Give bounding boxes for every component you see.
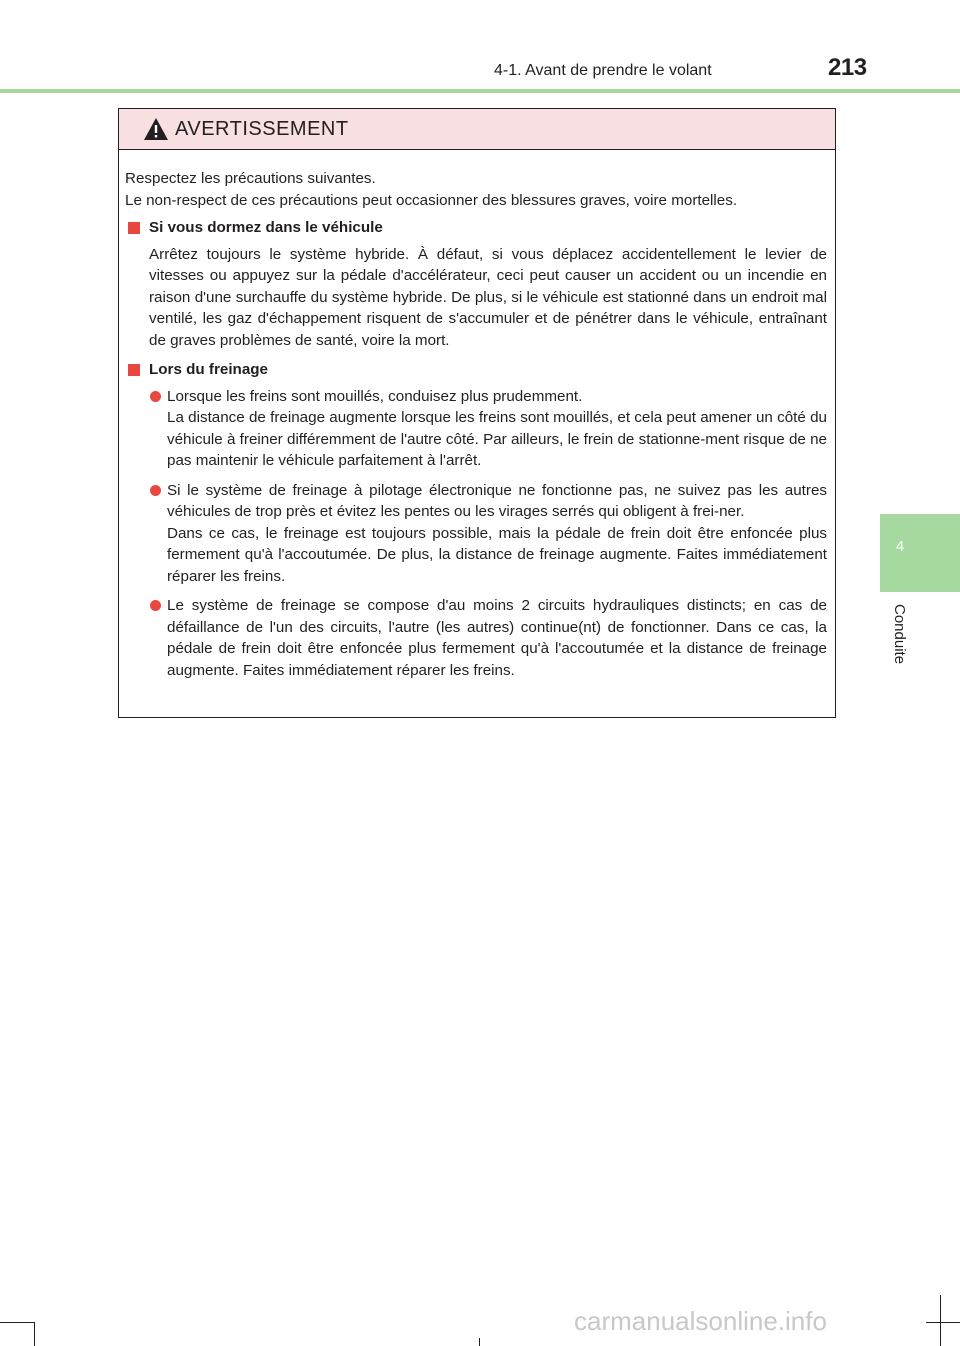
crop-mark — [0, 1322, 34, 1323]
crop-mark — [940, 1295, 941, 1346]
list-item — [125, 386, 827, 472]
header-rule — [0, 89, 960, 93]
crop-mark — [479, 1338, 480, 1346]
list-item-text: La distance de freinage augmente lorsque les freins sont mouillés, et cela peut amener un côté du véhicule à freiner différemment de l'autre côté. Par ailleurs, le frein de stationne-ment risque de ne pas maintenir le véhicule parfaitement à l'arrêt. — [167, 409, 827, 469]
watermark: carmanualsonline.info — [574, 1306, 827, 1336]
section-heading-text: Lors du freinage — [149, 361, 268, 378]
chapter-number: 4 — [895, 538, 905, 555]
section-heading — [125, 359, 827, 381]
warning-body — [119, 150, 835, 681]
section-heading-text: Si vous dormez dans le véhicule — [149, 219, 383, 236]
list-item-text: Si le système de freinage à pilotage électronique ne fonctionne pas, ne suivez pas les autres véhicules de trop près et évitez les pentes ou les virages serrés qui obligent à frei-ner. — [167, 481, 827, 520]
intro-line: Respectez les précautions suivantes. — [125, 170, 376, 187]
crop-mark — [926, 1322, 960, 1323]
round-bullet-icon — [150, 600, 161, 611]
round-bullet-icon — [150, 485, 161, 496]
section-title: 4-1. Avant de prendre le volant — [494, 62, 712, 79]
square-bullet-icon — [128, 222, 140, 234]
list-item — [125, 595, 827, 681]
list-item-text: Lorsque les freins sont mouillés, conduisez plus prudemment. — [167, 387, 583, 405]
warning-box — [118, 108, 836, 718]
page-number: 213 — [828, 54, 867, 81]
warning-header — [119, 109, 835, 150]
section-heading — [125, 217, 827, 239]
round-bullet-icon — [150, 391, 161, 402]
square-bullet-icon — [128, 364, 140, 376]
chapter-label: Conduite — [891, 604, 908, 665]
list-item — [125, 480, 827, 588]
list-item-text: Le système de freinage se compose d'au moins 2 circuits hydrauliques distincts; en cas de défaillance de l'un des circuits, l'autre (les autres) continue(nt) de fonctionner. Dans ce cas, la pédale de frein doit être enfoncée plus fermement qu'à l'accoutumée et la distance de freinage augmente. Faites immédiatement réparer les freins. — [167, 597, 827, 679]
list-item-text: Dans ce cas, le freinage est toujours possible, mais la pédale de frein doit être enfoncée plus fermement qu'à l'accoutumée. De plus, la distance de freinage augmente. Faites immédiatement réparer les freins. — [167, 524, 827, 585]
intro-line: Le non-respect de ces précautions peut occasionner des blessures graves, voire mortelles. — [125, 191, 738, 209]
section-paragraph: Arrêtez toujours le système hybride. À défaut, si vous déplacez accidentellement le levier de vitesses ou appuyez sur la pédale d'accélérateur, ceci peut causer un accident ou un incendie en raison d'une surchauffe du système hybride. De plus, si le véhicule est stationné dans un endroit mal ventilé, les gaz d'échappement risquent de s'accumuler et de pénétrer dans le véhicule, entraînant de graves problèmes de santé, voire la mort. — [149, 245, 827, 349]
warning-title: AVERTISSEMENT — [175, 118, 349, 140]
warning-intro — [125, 168, 827, 211]
crop-mark — [34, 1322, 35, 1346]
warning-triangle-icon — [143, 117, 169, 141]
